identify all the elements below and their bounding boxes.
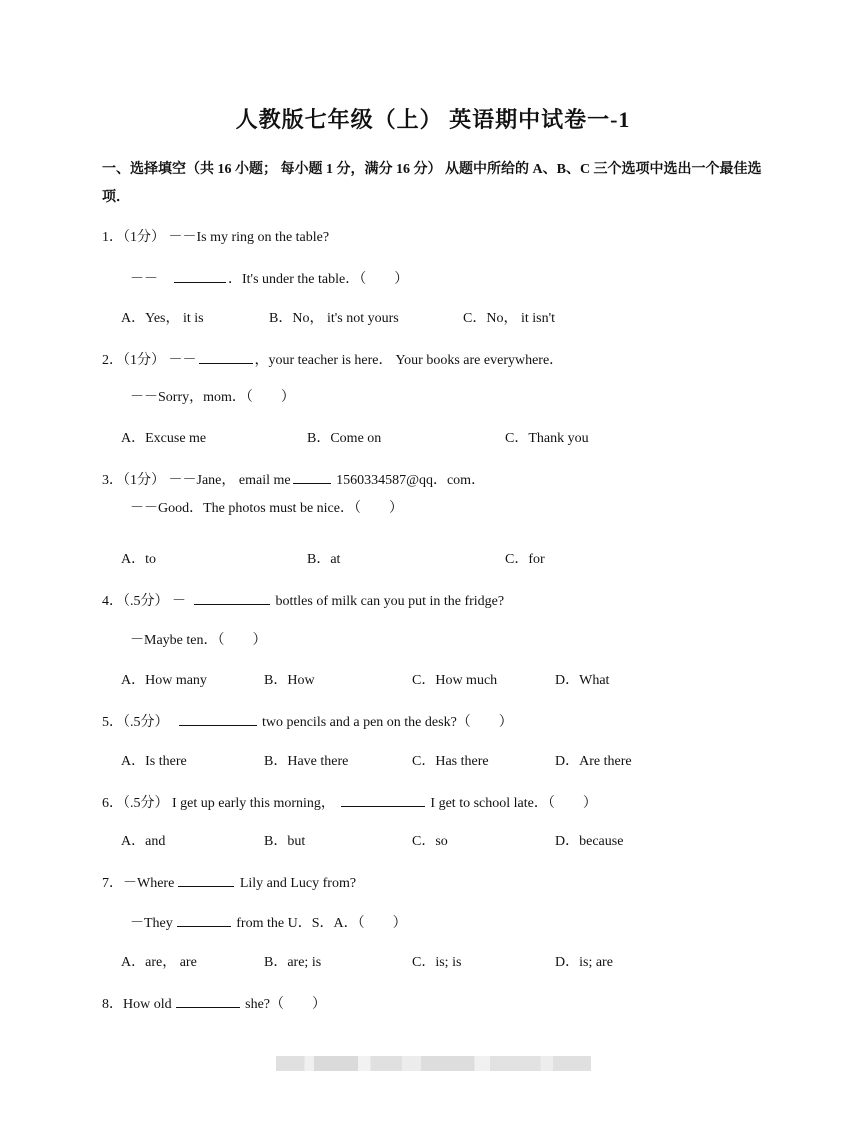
stem-suffix: she?（ ） [241, 997, 327, 1012]
question-5-option-d[interactable]: D．Are there [555, 754, 632, 769]
question-6-option-a[interactable]: A．and [121, 834, 166, 849]
answer-blank[interactable] [194, 590, 270, 605]
question-1-reply [130, 268, 408, 290]
stem-suffix: Lily and Lucy from? [236, 876, 357, 891]
question-3-option-a[interactable]: A．to [121, 552, 156, 567]
reply-suffix: from the U．S．A．（ ） [232, 916, 407, 931]
question-1-option-b[interactable]: B．No， it's not yours [269, 311, 399, 326]
question-6-option-d[interactable]: D．because [555, 834, 624, 849]
question-7-stem [102, 872, 356, 894]
question-4-option-d[interactable]: D．What [555, 673, 610, 688]
stem-suffix: 1560334587@qq．com． [332, 473, 486, 488]
question-6-option-b[interactable]: B．but [264, 834, 306, 849]
answer-blank[interactable] [293, 469, 331, 484]
question-3-stem [102, 469, 485, 491]
stem-prefix: 2．（1分） －－ [102, 353, 197, 368]
question-4-option-c[interactable]: C．How much [412, 673, 498, 688]
stem-prefix: 5．（.5分） [102, 715, 169, 730]
answer-blank[interactable] [179, 711, 257, 726]
section-heading: 一、选择填空（共 16 小题； 每小题 1 分，满分 16 分） 从题中所给的 A、B、C 三个选项中选出一个最佳选项． [102, 162, 762, 205]
stem-prefix: 6．（.5分） I get up early this morning， [102, 796, 335, 811]
question-7-option-c[interactable]: C．is; is [412, 955, 462, 970]
question-2-stem [102, 349, 563, 371]
question-3-reply: －－Good．The photos must be nice．（ ） [130, 501, 403, 516]
question-1-option-a[interactable]: A．Yes， it is [121, 311, 204, 326]
question-7-option-b[interactable]: B．are; is [264, 955, 322, 970]
stem-prefix: 8．How old [102, 997, 172, 1012]
question-4-option-a[interactable]: A．How many [121, 673, 207, 688]
page-title: 人教版七年级（上） 英语期中试卷一-1 [235, 107, 631, 132]
question-3-option-b[interactable]: B．at [307, 552, 341, 567]
question-7-reply [130, 912, 407, 934]
question-2-option-c[interactable]: C．Thank you [505, 431, 589, 446]
answer-blank[interactable] [341, 792, 425, 807]
answer-blank[interactable] [174, 268, 226, 283]
question-5-option-b[interactable]: B．Have there [264, 754, 349, 769]
question-4-reply: －Maybe ten．（ ） [130, 633, 267, 648]
question-1-option-c[interactable]: C．No， it isn't [463, 311, 555, 326]
question-4-stem [102, 590, 504, 612]
question-7-option-a[interactable]: A．are， are [121, 955, 197, 970]
stem-prefix: 7．－Where [102, 876, 175, 891]
answer-blank[interactable] [176, 993, 240, 1008]
stem-prefix: 3．（1分） －－Jane， email me [102, 473, 291, 488]
question-2-option-a[interactable]: A．Excuse me [121, 431, 207, 446]
question-6-option-c[interactable]: C．so [412, 834, 448, 849]
stem-prefix: 4．（.5分） － [102, 594, 186, 609]
question-7-option-d[interactable]: D．is; are [555, 955, 613, 970]
stem-suffix: ，your teacher is here． Your books are everywhere． [254, 353, 564, 368]
stem-suffix: I get to school late．（ ） [426, 796, 597, 811]
question-2-option-b[interactable]: B．Come on [307, 431, 382, 446]
blurred-footer-watermark [276, 1056, 591, 1071]
stem-suffix: two pencils and a pen on the desk?（ ） [258, 715, 513, 730]
question-5-option-c[interactable]: C．Has there [412, 754, 489, 769]
question-5-stem [102, 711, 513, 733]
answer-blank[interactable] [178, 872, 234, 887]
question-3-option-c[interactable]: C．for [505, 552, 545, 567]
question-8-stem [102, 993, 326, 1015]
stem-suffix: bottles of milk can you put in the fridge? [272, 594, 505, 609]
reply-prefix: －They [130, 916, 173, 931]
reply-prefix: －－ [130, 272, 158, 287]
question-4-option-b[interactable]: B．How [264, 673, 315, 688]
question-2-reply: －－Sorry，mom．（ ） [130, 390, 295, 405]
question-1-stem: 1．（1分） －－Is my ring on the table? [102, 230, 330, 245]
question-5-option-a[interactable]: A．Is there [121, 754, 187, 769]
answer-blank[interactable] [199, 349, 253, 364]
question-6-stem [102, 792, 597, 814]
reply-suffix: ．It's under the table．（ ） [228, 272, 409, 287]
answer-blank[interactable] [177, 912, 231, 927]
